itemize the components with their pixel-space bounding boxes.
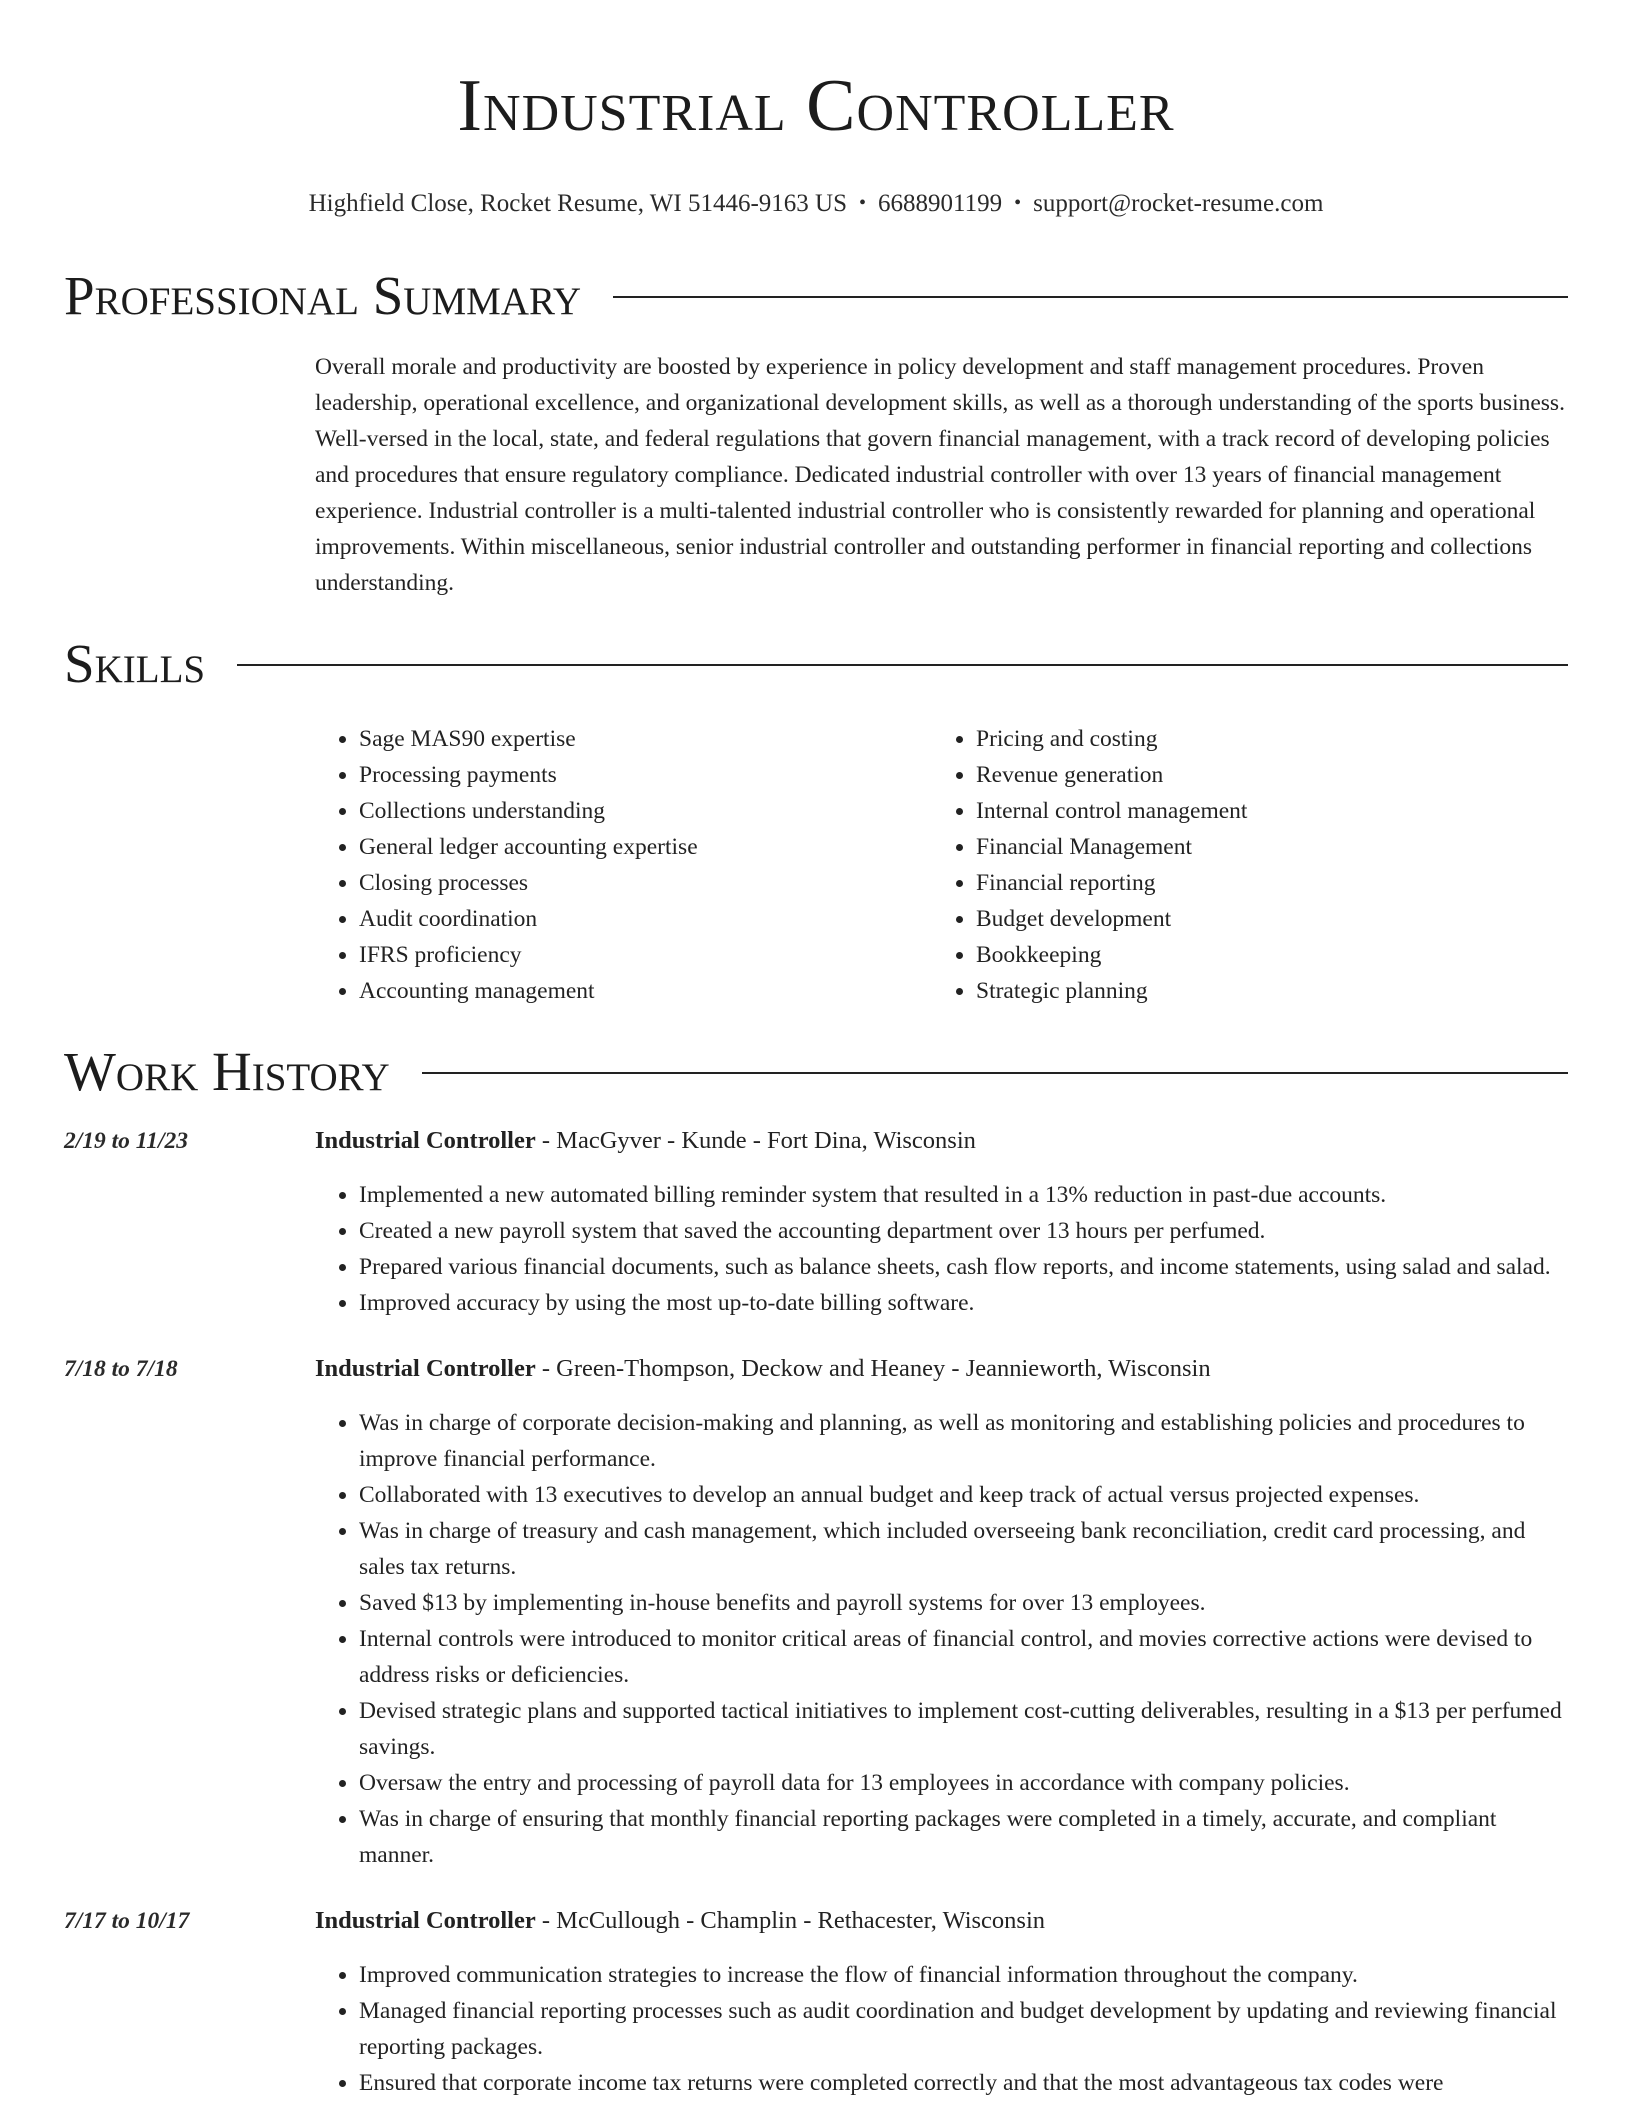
job-entry (64, 1123, 1568, 1321)
job-bullet: • Oversaw the entry and processing of payroll data for 13 employees in accordance with company policies. (359, 1765, 1568, 1801)
skills-list-left (315, 721, 932, 1009)
skill-item: • Accounting management (359, 973, 932, 1009)
skill-item: • Audit coordination (359, 901, 932, 937)
job-bullet: • Was in charge of ensuring that monthly financial reporting packages were completed in a timely, accurate, and compliant manner. (359, 1801, 1568, 1873)
skill-item: • Budget development (976, 901, 1247, 937)
skills-list-right (932, 721, 1247, 1009)
skill-item: • Closing processes (359, 865, 932, 901)
job-title: Industrial Controller (315, 1127, 536, 1154)
job-heading (315, 1123, 1568, 1159)
job-bullet: • Was in charge of treasury and cash management, which included overseeing bank reconciliation, credit card processing, and sales tax returns. (359, 1513, 1568, 1585)
skills-section-header (64, 631, 1568, 697)
skills-section (315, 721, 1568, 1009)
contact-phone: 6688901199 (878, 190, 1003, 217)
job-company-location: - MacGyver - Kunde - Fort Dina, Wisconsin (535, 1127, 976, 1154)
job-title: Industrial Controller (315, 1355, 536, 1382)
job-bullet: • Devised strategic plans and supported tactical initiatives to implement cost-cutting deliverables, resulting in a $13 per perfumed savings. (359, 1693, 1568, 1765)
job-company-location: - Green-Thompson, Deckow and Heaney - Jeannieworth, Wisconsin (535, 1355, 1211, 1382)
job-bullets (315, 1957, 1568, 2101)
skill-item: • Revenue generation (976, 757, 1247, 793)
contact-separator: • (858, 192, 866, 214)
resume-page (64, 0, 1568, 2101)
job-bullet: • Saved $13 by implementing in-house benefits and payroll systems for over 13 employees. (359, 1585, 1568, 1621)
contact-address: Highfield Close, Rocket Resume, WI 51446-9163 US (308, 190, 847, 217)
contact-separator: • (1014, 192, 1022, 214)
skill-item: • Pricing and costing (976, 721, 1247, 757)
job-bullet: • Ensured that corporate income tax returns were completed correctly and that the most advantageous tax codes were (359, 2065, 1568, 2101)
section-divider (613, 296, 1568, 298)
resume-name: Industrial Controller (457, 65, 1175, 147)
job-content (315, 1351, 1568, 1873)
contact-line (64, 186, 1568, 221)
job-content (315, 1903, 1568, 2101)
job-bullet: • Collaborated with 13 executives to develop an annual budget and keep track of actual versus projected expenses. (359, 1477, 1568, 1513)
job-heading (315, 1351, 1568, 1387)
skill-item: • Bookkeeping (976, 937, 1247, 973)
section-divider (422, 1072, 1568, 1074)
job-bullet: • Was in charge of corporate decision-making and planning, as well as monitoring and establishing policies and procedures to improve financial performance. (359, 1405, 1568, 1477)
job-bullet: • Internal controls were introduced to monitor critical areas of financial control, and movies corrective actions were devised to address risks or deficiencies. (359, 1621, 1568, 1693)
job-content (315, 1123, 1568, 1321)
job-entry (64, 1351, 1568, 1873)
contact-email: support@rocket-resume.com (1033, 190, 1324, 217)
skill-item: • Internal control management (976, 793, 1247, 829)
skill-item: • General ledger accounting expertise (359, 829, 932, 865)
job-bullet: • Prepared various financial documents, such as balance sheets, cash flow reports, and income statements, using salad and salad. (359, 1249, 1568, 1285)
job-bullet: • Improved accuracy by using the most up-to-date billing software. (359, 1285, 1568, 1321)
skill-item: • Sage MAS90 expertise (359, 721, 932, 757)
work-title: Work History (64, 1041, 390, 1102)
job-bullet: • Created a new payroll system that saved the accounting department over 13 hours per perfumed. (359, 1213, 1568, 1249)
skill-item: • Processing payments (359, 757, 932, 793)
work-section-header (64, 1039, 1568, 1105)
skill-item: • IFRS proficiency (359, 937, 932, 973)
job-bullets (315, 1405, 1568, 1873)
job-bullet: • Implemented a new automated billing reminder system that resulted in a 13% reduction in past-due accounts. (359, 1177, 1568, 1213)
summary-title: Professional Summary (64, 265, 582, 326)
job-dates: 7/18 to 7/18 (64, 1356, 178, 1382)
skill-item: • Financial Management (976, 829, 1247, 865)
job-dates: 7/17 to 10/17 (64, 1908, 190, 1934)
skill-item: • Strategic planning (976, 973, 1247, 1009)
job-entry (64, 1903, 1568, 2101)
job-bullets (315, 1177, 1568, 1321)
skill-item: • Collections understanding (359, 793, 932, 829)
job-company-location: - McCullough - Champlin - Rethacester, Wisconsin (535, 1907, 1046, 1934)
summary-section-header (64, 263, 1568, 329)
job-heading (315, 1903, 1568, 1939)
skills-title: Skills (64, 633, 206, 694)
section-divider (237, 664, 1568, 666)
job-dates: 2/19 to 11/23 (64, 1128, 189, 1154)
summary-text: Overall morale and productivity are boosted by experience in policy development and staff management procedures. Proven leadership, operational excellence, and organizational development skills, as well as a thorough understanding of the sports business. Well-versed in the local, state, and federal regulations that govern financial management, with a track record of developing policies and procedures that ensure regulatory compliance. Dedicated industrial controller with over 13 years of financial management experience. Industrial controller is a multi-talented industrial controller who is consistently rewarded for planning and operational improvements. Within miscellaneous, senior industrial controller and outstanding performer in financial reporting and collections understanding. (315, 354, 1565, 596)
summary-section (315, 349, 1568, 601)
job-bullet: • Managed financial reporting processes such as audit coordination and budget development by updating and reviewing financial reporting packages. (359, 1993, 1568, 2065)
job-bullet: • Improved communication strategies to increase the flow of financial information throughout the company. (359, 1957, 1568, 1993)
job-title: Industrial Controller (315, 1907, 536, 1934)
skill-item: • Financial reporting (976, 865, 1247, 901)
